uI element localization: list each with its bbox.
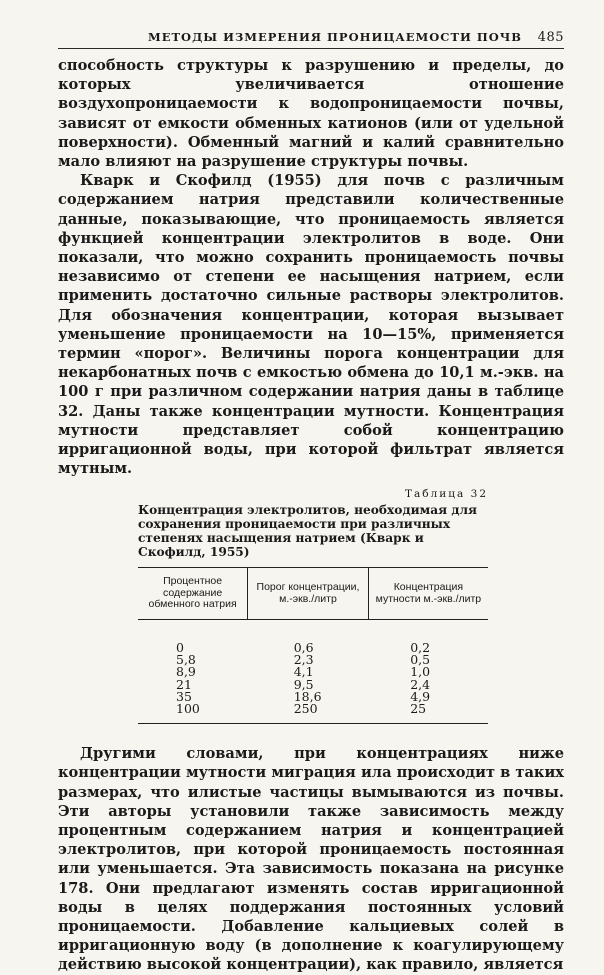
table-cell: 2,4 [410,676,431,692]
table-cell: 4,1 [293,664,314,680]
table-cell: 35 [176,688,192,704]
page-number: 485 [537,30,564,45]
table-cell: 8,9 [176,664,196,680]
column-header: Процентное содержание обменного натрия [138,568,248,620]
table-cell: 18,6 [293,688,322,704]
table-cell: 100 [138,703,248,724]
table-cell: 250 [248,703,369,724]
paragraph-3: Другими словами, при концентрациях ниже концентрации мутности миграция ила происходит в таких размерах, что илистые частицы вымываются из почвы. Эти авторы установили также зависимость между процентным содержанием натрия и концентрацией электролитов, при которой проницаемость постоянная или уменьшается. Эта зависимость показана на рисунке 178. Они предлагают изменять состав ирригационной воды в целях поддержания постоянных условий проницаемости. Добавление кальциевых солей в ирригационную воду (в дополнение к коагулирующему действию высокой концентрации), как правило, является [58,745,564,974]
table-cell: 25 [368,703,488,724]
table-cell: 4,9 [410,688,431,704]
table-cell: 1,0 [410,664,431,680]
table-cell: 0 [176,639,184,655]
paragraph-2: Кварк и Скофилд (1955) для почв с различным содержанием натрия представили количественные данные, показывающие, что проницаемость является функцией концентрации электролитов в воде. Они показали, что можно сохранить проницаемость почвы независимо от степени ее насыщения натрием, если применить достаточно сильные растворы электролитов. Для обозначения концентрации, которая вызывает уменьшение проницаемости на 10—15%, применяется термин «порог». Величины порога концентрации для некарбонатных почв с емкостью обмена до 10,1 м.-экв. на 100 г при различном содержании натрия даны в таблице 32. Даны также концентрации мутности. Концентрация мутности представляет собой концентрацию ирригационной воды, при которой фильтрат является мутным. [58,172,564,478]
data-table [138,567,488,724]
table-cell: 21 [176,676,192,692]
table-32 [138,488,488,724]
table-cell: 0,2 [410,639,431,655]
running-title: МЕТОДЫ ИЗМЕРЕНИЯ ПРОНИЦАЕМОСТИ ПОЧВ [148,30,522,44]
paragraph-1: способность структуры к разрушению и пределы, до которых увеличивается отношение воздухопроницаемости к водопроницаемости почвы, зависят от емкости обменных катионов (или от удельной поверхности). Обменный магний и калий сравнительно мало влияют на разрушение структуры почвы. [58,57,564,171]
running-header [58,30,564,49]
table-row [138,619,488,654]
table-row [138,703,488,724]
table-caption: Концентрация электролитов, необходимая для сохранения проницаемости при различных степенях насыщения натрием (Кварк и Скофилд, 1955) [138,503,478,560]
table-cell: 2,3 [293,652,314,668]
page [58,30,564,975]
table-cell: 5,8 [176,652,196,668]
table-cell: 0,5 [410,652,431,668]
table-cell: 0,6 [293,639,314,655]
table-label: Таблица 32 [405,488,488,501]
column-header: Концентрация мутности м.-экв./литр [368,568,488,620]
column-header: Порог концентрации, м.-экв./литр [248,568,369,620]
table-cell: 9,5 [293,676,314,692]
